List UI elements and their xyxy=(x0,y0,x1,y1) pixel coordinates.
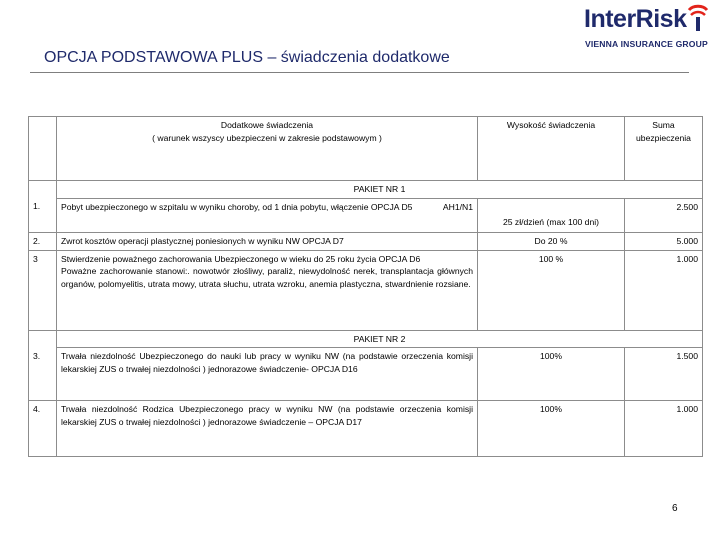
logo-mark-icon xyxy=(685,4,711,34)
benefits-table xyxy=(28,116,703,457)
logo-tagline: VIENNA INSURANCE GROUP xyxy=(585,39,708,49)
row-number: 4. xyxy=(29,401,57,457)
row-sum: 5.000 xyxy=(625,232,703,250)
row-description-text: Stwierdzenie poważnego zachorowania Ubezpieczonego w wieku do 25 roku życia OPCJA D6 xyxy=(61,253,421,264)
row-amount: 100 % xyxy=(478,250,625,330)
row-description-text: Pobyt ubezpieczonego w szpitalu w wyniku choroby, od 1 dnia pobytu, włączenie OPCJA D5 xyxy=(61,201,413,212)
row-description-extra: Poważne zachorowanie stanowi:. nowotwór złośliwy, paraliż, niewydolność nerek, transplantacja głównych organów, polomyelitis, utrata mowy, utrata słuchu, utrata wzroku, anemia plastyczna, stwardnienie rozsiane. xyxy=(61,266,473,289)
package-row xyxy=(29,181,703,199)
logo-wordmark: InterRisk xyxy=(584,5,687,33)
header-amount-label: Wysokość świadczenia xyxy=(506,120,596,130)
row-description xyxy=(57,198,478,232)
table-row xyxy=(29,401,703,457)
row-amount: 100% xyxy=(478,401,625,457)
header-benefits-condition: ( warunek wszyscy ubezpieczeni w zakresie podstawowym ) xyxy=(152,132,382,143)
package-label: PAKIET NR 2 xyxy=(57,330,703,348)
header-amount-cell xyxy=(478,117,625,181)
page-title: OPCJA PODSTAWOWA PLUS – świadczenia dodatkowe xyxy=(44,49,450,66)
header-benefits-cell xyxy=(57,117,478,181)
row-number: 3 xyxy=(29,250,57,330)
table-row xyxy=(29,232,703,250)
table-row xyxy=(29,348,703,401)
title-divider xyxy=(30,72,689,73)
header-sum-cell xyxy=(625,117,703,181)
package-row xyxy=(29,330,703,348)
row-sum: 1.000 xyxy=(625,401,703,457)
table-row xyxy=(29,250,703,330)
row-sum: 1.500 xyxy=(625,348,703,401)
row-amount: 100% xyxy=(478,348,625,401)
row-description xyxy=(57,250,478,330)
page-number: 6 xyxy=(672,503,678,514)
row-number: 2. xyxy=(29,232,57,250)
table-row xyxy=(29,198,703,232)
row-amount: Do 20 % xyxy=(478,232,625,250)
row-sum: 1.000 xyxy=(625,250,703,330)
table-header-row xyxy=(29,117,703,181)
package-label: PAKIET NR 1 xyxy=(57,181,703,199)
row-amount: 25 zł/dzień (max 100 dni) xyxy=(478,198,625,232)
header-number-cell xyxy=(29,117,57,181)
row-description: Zwrot kosztów operacji plastycznej poniesionych w wyniku NW OPCJA D7 xyxy=(57,232,478,250)
header-sum-label-2: ubezpieczenia xyxy=(636,132,691,143)
row-description: Trwała niezdolność Rodzica Ubezpieczonego pracy w wyniku NW (na podstawie orzeczenia komisji lekarskiej ZUS o trwałej niezdolności ) jednorazowe świadczenie – OPCJA D17 xyxy=(57,401,478,457)
row-number: 1. xyxy=(29,198,57,232)
row-sum: 2.500 xyxy=(625,198,703,232)
row-code: AH1/N1 xyxy=(442,201,473,212)
header-sum-label-1: Suma xyxy=(652,120,675,130)
header-benefits-label: Dodatkowe świadczenia xyxy=(220,120,314,130)
row-number: 3. xyxy=(29,348,57,401)
row-description: Trwała niezdolność Ubezpieczonego do nauki lub pracy w wyniku NW (na podstawie orzeczenia komisji lekarskiej ZUS o trwałej niezdolności ) jednorazowe świadczenie- OPCJA D16 xyxy=(57,348,478,401)
company-logo xyxy=(582,4,714,52)
